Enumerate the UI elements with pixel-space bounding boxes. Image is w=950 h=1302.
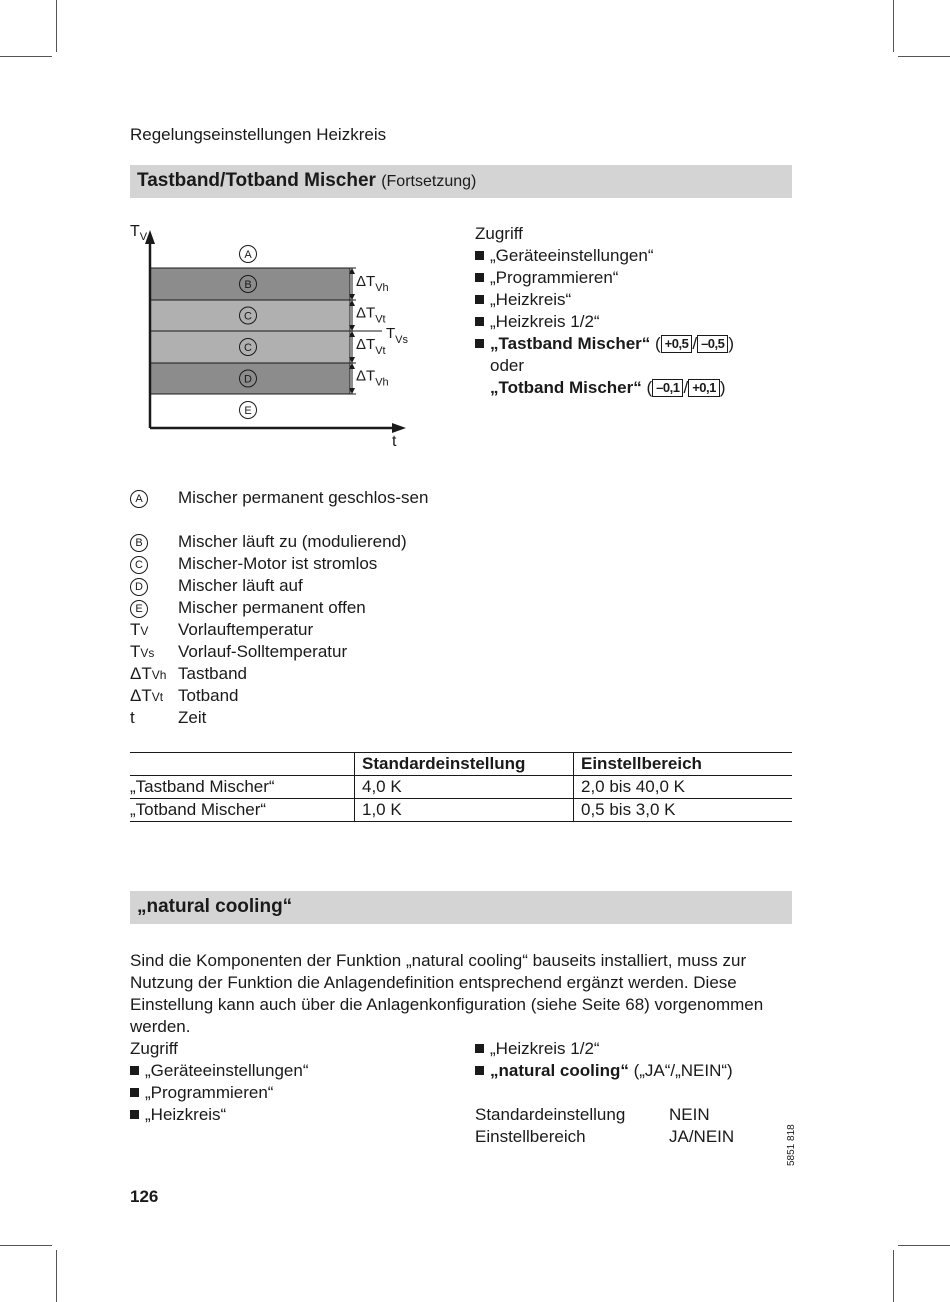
legend-symbol: ΔTVt [130, 686, 164, 705]
section-heading-tastband [130, 165, 792, 198]
legend-symbol [130, 531, 148, 553]
legend-symbol [130, 597, 148, 619]
crop-mark [893, 0, 894, 52]
dimension-label: $\Delta T_{Vt}$ [356, 336, 386, 357]
circled-letter-icon: A [130, 490, 148, 508]
bullet-icon [475, 1044, 484, 1053]
menu-option-totband: „Totband Mischer“ ( –0,1 / +0,1 ) [490, 378, 726, 397]
bullet-icon [130, 1110, 139, 1119]
crop-mark [898, 1245, 950, 1246]
legend-description: Mischer läuft zu (modulierend) [178, 532, 407, 551]
legend-symbol [130, 487, 148, 509]
std-value: NEIN [669, 1105, 710, 1124]
band-letter: C [244, 310, 252, 323]
body-paragraph: Sind die Komponenten der Funktion „natural cooling“ bauseits installiert, muss zur Nutzung der Funktion die Anlagendefinition entsprechend ergänzt werden. Diese Einstellung kann auch über die Anlagenkonfiguration (siehe Seite 68) vorgenommen werden. [130, 951, 764, 1036]
key-minus-icon: –0,5 [697, 335, 728, 353]
key-plus-icon: +0,1 [688, 379, 720, 397]
section-heading-natural-cooling [130, 891, 792, 924]
menu-option-tastband: „Tastband Mischer“ ( +0,5 / –0,5 ) [475, 333, 795, 355]
menu-path-item: „Heizkreis 1/2“ [475, 311, 795, 333]
menu-path-item: „Programmieren“ [130, 1082, 450, 1104]
section-subtitle: (Fortsetzung) [381, 173, 477, 190]
dimension-label: $\Delta T_{Vh}$ [356, 273, 389, 294]
access-block-continued [475, 1038, 795, 1082]
table-row [130, 776, 792, 799]
setpoint-label: $T_{Vs}$ [386, 325, 409, 346]
bullet-icon [475, 339, 484, 348]
table-header: Standardeinstellung [355, 753, 574, 776]
menu-path-item: „Heizkreis“ [475, 289, 795, 311]
range-label: Einstellbereich [475, 1127, 586, 1146]
axis-y-label: $T_V$ [130, 223, 148, 243]
document-number: 5851 818 [786, 1124, 797, 1166]
menu-path-item: „Geräteeinstellungen“ [130, 1060, 450, 1082]
table-cell: 2,0 bis 40,0 K [574, 776, 793, 799]
table-cell: 4,0 K [355, 776, 574, 799]
band-diagram [120, 218, 430, 458]
table-header: Einstellbereich [574, 753, 793, 776]
menu-option-natural-cooling: „natural cooling“ („JA“/„NEIN“) [475, 1060, 795, 1082]
legend-description: Totband [178, 686, 239, 705]
legend-description: Mischer-Motor ist stromlos [178, 554, 378, 573]
band-letter: A [244, 249, 252, 261]
access-heading: Zugriff [475, 224, 523, 243]
menu-path-item: „Heizkreis“ [130, 1104, 450, 1126]
bullet-icon [475, 317, 484, 326]
crop-mark [0, 56, 52, 57]
circled-letter-icon: D [130, 578, 148, 596]
std-label: Standardeinstellung [475, 1105, 626, 1124]
circled-letter-icon: C [130, 556, 148, 574]
legend-symbol: t [130, 708, 135, 727]
legend-symbol [130, 553, 148, 575]
dimension-label: $\Delta T_{Vt}$ [356, 304, 386, 326]
section-title: „natural cooling“ [137, 896, 293, 917]
circled-letter-icon: B [130, 534, 148, 552]
table-row [130, 799, 792, 822]
crop-mark [898, 56, 950, 57]
axis-x-label: t [392, 433, 397, 450]
band-letter: C [244, 342, 252, 354]
table-cell: „Totband Mischer“ [130, 799, 355, 822]
legend-description: Vorlauf-Solltemperatur [178, 642, 348, 661]
page-number: 126 [130, 1187, 159, 1206]
bullet-icon [130, 1088, 139, 1097]
table-cell: „Tastband Mischer“ [130, 776, 355, 799]
crop-mark [893, 1250, 894, 1302]
band-letter: B [244, 279, 252, 291]
band-letter: D [244, 373, 252, 386]
dimension-label: $\Delta T_{Vh}$ [356, 367, 389, 389]
crop-mark [56, 1250, 57, 1302]
circled-letter-icon: E [130, 600, 148, 618]
legend-description: Zeit [178, 708, 207, 727]
legend-symbol: TV [130, 620, 149, 639]
legend-symbol: ΔTVh [130, 664, 167, 683]
access-heading: Zugriff [130, 1039, 178, 1058]
menu-path-item: „Programmieren“ [475, 267, 795, 289]
legend-description: Tastband [178, 664, 247, 683]
legend-symbol: TVs [130, 642, 155, 661]
access-block [475, 223, 795, 399]
bullet-icon [475, 251, 484, 260]
band-letter: E [244, 405, 252, 417]
menu-path-item: „Geräteeinstellungen“ [475, 245, 795, 267]
crop-mark [0, 1245, 52, 1246]
key-minus-icon: –0,1 [652, 379, 683, 397]
bullet-icon [475, 273, 484, 282]
table-cell: 0,5 bis 3,0 K [574, 799, 793, 822]
table-cell: 1,0 K [355, 799, 574, 822]
running-title: Regelungseinstellungen Heizkreis [130, 125, 387, 144]
access-block [130, 1038, 450, 1126]
bullet-icon [475, 1066, 484, 1075]
legend-description: Mischer läuft auf [178, 576, 303, 595]
or-text: oder [490, 356, 525, 375]
legend-symbol [130, 575, 148, 597]
bullet-icon [475, 295, 484, 304]
section-title: Tastband/Totband Mischer [137, 170, 376, 191]
bullet-icon [130, 1066, 139, 1075]
menu-path-item: „Heizkreis 1/2“ [475, 1038, 795, 1060]
legend-description: Mischer permanent geschlos-sen [178, 488, 429, 507]
legend-description: Mischer permanent offen [178, 598, 366, 617]
settings-table [130, 752, 792, 822]
legend-description: Vorlauftemperatur [178, 620, 314, 639]
range-value: JA/NEIN [669, 1127, 735, 1146]
table-header-row [130, 753, 792, 776]
table-header [130, 753, 355, 776]
key-plus-icon: +0,5 [661, 335, 693, 353]
crop-mark [56, 0, 57, 52]
